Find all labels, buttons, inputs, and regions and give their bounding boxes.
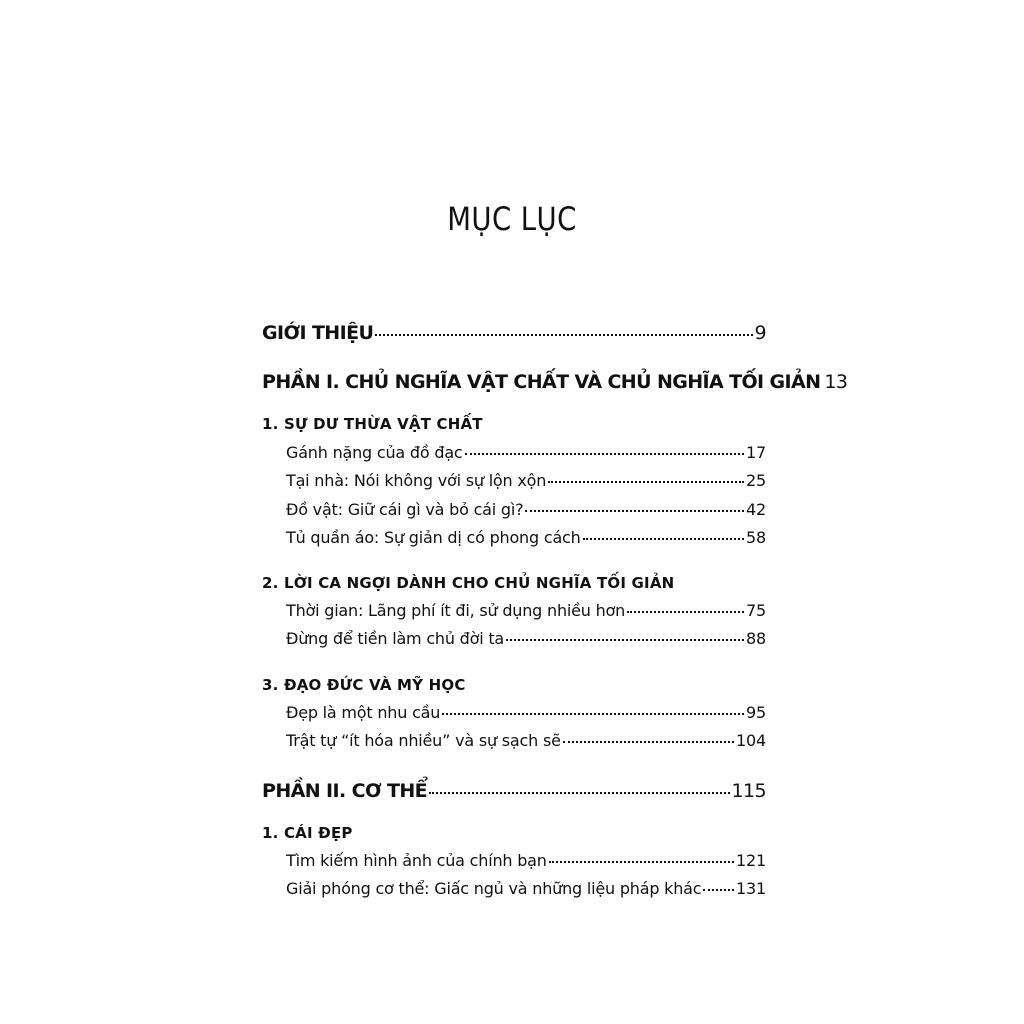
- toc-page-number: 115: [731, 780, 766, 802]
- dot-leader: [703, 889, 734, 891]
- dot-leader: [563, 741, 734, 743]
- toc-entry-label: Đồ vật: Giữ cái gì và bỏ cái gì?: [286, 500, 524, 519]
- toc-part-intro: [262, 322, 766, 344]
- dot-leader: [429, 792, 730, 794]
- toc-section-heading: 1. CÁI ĐẸP: [262, 824, 353, 842]
- dot-leader: [442, 713, 744, 715]
- toc-page-number: 75: [746, 601, 766, 620]
- toc-entry-label: Thời gian: Lãng phí ít đi, sử dụng nhiều hơn: [286, 601, 626, 620]
- dot-leader: [548, 481, 744, 483]
- toc-entry: [286, 500, 766, 519]
- dot-leader: [465, 453, 745, 455]
- toc-page-number: 9: [754, 322, 766, 344]
- toc-page-number: 131: [736, 879, 766, 898]
- dot-leader: [583, 538, 744, 540]
- dot-leader: [506, 639, 744, 641]
- dot-leader: [549, 861, 734, 863]
- toc-entry: [286, 731, 766, 750]
- toc-part-label: PHẦN I. CHỦ NGHĨA VẬT CHẤT VÀ CHỦ NGHĨA TỐI GIẢN: [262, 371, 821, 393]
- toc-entry: [286, 879, 766, 898]
- toc-page-number: 17: [746, 443, 766, 462]
- toc-entry: [286, 629, 766, 648]
- toc-entry: [286, 471, 766, 490]
- toc-page-number: 42: [746, 500, 766, 519]
- toc-section-heading: 3. ĐẠO ĐỨC VÀ MỸ HỌC: [262, 676, 466, 694]
- toc-entry: [286, 443, 766, 462]
- toc-entry: [286, 601, 766, 620]
- toc-page-number: 58: [746, 528, 766, 547]
- toc-entry: [286, 703, 766, 722]
- toc-entry: [286, 528, 766, 547]
- toc-entry-label: Giải phóng cơ thể: Giấc ngủ và những liệu pháp khác: [286, 879, 702, 898]
- toc-entry-label: Trật tự “ít hóa nhiều” và sự sạch sẽ: [286, 731, 561, 750]
- dot-leader: [525, 510, 744, 512]
- dot-leader: [627, 611, 744, 613]
- toc-entry-label: Tại nhà: Nói không với sự lộn xộn: [286, 471, 547, 490]
- toc-part-label: GIỚI THIỆU: [262, 322, 374, 344]
- toc-part-1: [262, 371, 848, 393]
- toc-entry-label: Gánh nặng của đồ đạc: [286, 443, 463, 462]
- toc-part-2: [262, 780, 766, 802]
- toc-part-label: PHẦN II. CƠ THỂ: [262, 780, 428, 802]
- page-title: MỤC LỤC: [447, 200, 577, 238]
- toc-entry: [286, 851, 766, 870]
- toc-entry-label: Tìm kiếm hình ảnh của chính bạn: [286, 851, 547, 870]
- toc-section-heading: 1. SỰ DƯ THỪA VẬT CHẤT: [262, 415, 483, 433]
- toc-page-number: 104: [736, 731, 766, 750]
- toc-page-number: 25: [746, 471, 766, 490]
- toc-page-number: 13: [824, 371, 848, 393]
- toc-page-number: 95: [746, 703, 766, 722]
- toc-section-heading: 2. LỜI CA NGỢI DÀNH CHO CHỦ NGHĨA TỐI GIẢN: [262, 574, 675, 592]
- toc-entry-label: Đừng để tiền làm chủ đời ta: [286, 629, 505, 648]
- toc-page-number: 121: [736, 851, 766, 870]
- toc-entry-label: Đẹp là một nhu cầu: [286, 703, 441, 722]
- dot-leader: [375, 334, 752, 336]
- toc-page-number: 88: [746, 629, 766, 648]
- toc-entry-label: Tủ quần áo: Sự giản dị có phong cách: [286, 528, 581, 547]
